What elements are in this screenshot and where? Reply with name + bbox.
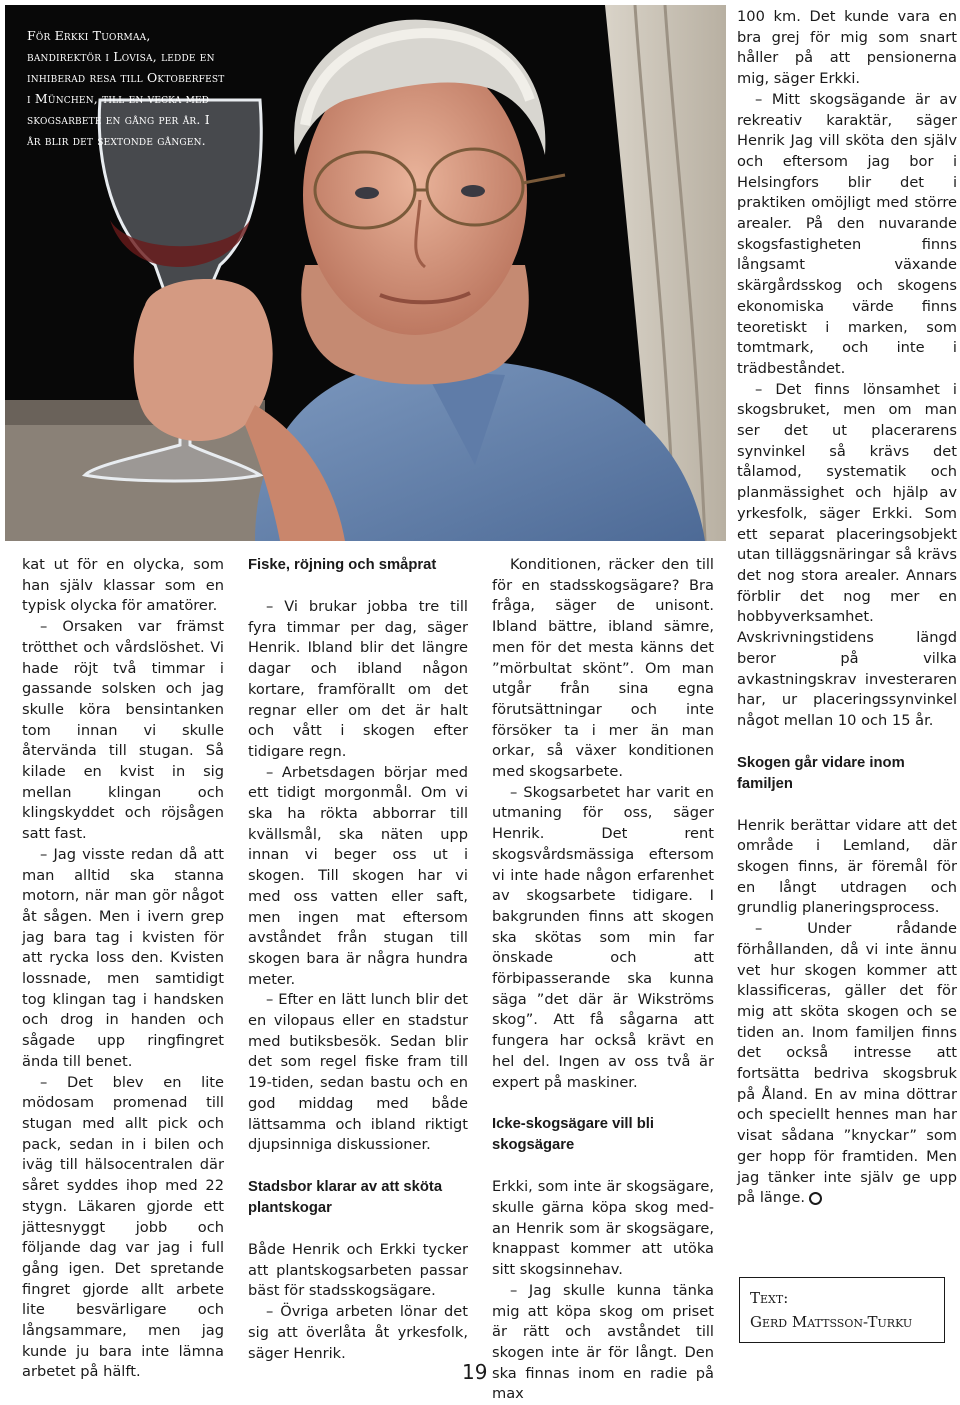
paragraph: Henrik berättar vidare att det område i Lemland, där skogen finns, är föremål för en långt utdragen och grundlig planeringsprocess. xyxy=(737,816,957,917)
paragraph: – Efter en lätt lunch blir det en vilopaus eller en stadstur med butiksbesök. Sedan blir det som regel fiske fram till 19-tiden, sedan bastu och en god middag med både lättsamma och ibland riktigt djupsinniga diskussioner. xyxy=(248,991,468,1154)
paragraph: – Det finns lönsamhet i skogsbruket, men om man ser det ut placerarens synvinkel så krävs det tålamod, systematik och planmässighet och hjälp av yrkesfolk, säger Erkki. Som ett separat placeringsobjekt utan tilläggsnäringar så krävs det nog stora arealer. Annars förblir det nog mer en hobbyverksamhet. Avskrivningstidens längd beror på vilka avkastningskrav investeraren har, ur placeringssynvinkel något mellan 10 och 15 år. xyxy=(737,380,957,729)
column-2 xyxy=(248,555,468,1364)
credit-label: Text: xyxy=(750,1289,789,1307)
paragraph xyxy=(737,919,957,1209)
paragraph: – Arbetsdagen börjar med ett tidigt morgonmål. Om vi ska ha rökta abborrar till kvällsmål, ska näten upp innan vi beger oss ut i skogen. Till skogen har vi med oss vatten eller saft, men ingen mat eftersom avståndet från stugan till skogen bara är några hundra meter. xyxy=(248,763,468,988)
section-heading: Skogen går vidare inom familjen xyxy=(737,754,905,792)
paragraph: Konditionen, räcker den till för en stadsskogsägare? Bra fråga, säger de unisont. Ibland bättre, ibland sämre, men för det mesta känns det ”mörbultat skönt”. Om man utgår från sina egna förutsättningar och inte försöker ta i mer än man orkar, så växer konditionen med skogsarbete. xyxy=(492,556,714,781)
paragraph: – Det blev en lite mödosam promenad till stugan med allt pick och pack, sedan in i bilen och iväg till hälsocentralen där såret syddes ihop med 22 stygn. Läkaren gjorde ett jättesnyggt jobb och följande dag var jag i full gång igen. Det spretande fingret gjorde allt arbete lite besvärligare och långsammare, men jag kunde ju bara inte lämna arbetet på hälft. xyxy=(22,1073,224,1381)
section-heading: Fiske, röjning och småprat xyxy=(248,557,437,573)
paragraph: kat ut för en olycka, som han själv klassar som en typisk olycka för amatörer. xyxy=(22,556,224,615)
paragraph: – Mitt skogsägande är av rekreativ karaktär, säger Henrik Jag vill sköta den själv och eftersom jag bor i Helsingfors blir det i praktiken omöjligt med större arealer. På den nuvarande skogsfastigheten finns långsamt växande skärgårdsskog och skogens ekonomiska värde finns teoretiskt i marken, som tomtmark, och inte i trädbeståndet. xyxy=(737,90,957,377)
paragraph: – Jag visste redan då att man alltid ska stanna motorn, när man gör något åt sågen. Men i ivern grep jag bara tag i kvisten för att rycka loss den. Kvisten lossnade, men samtidigt tog klingan tag i handsken och drog in handen och sågade upp ringfingret ända till benet. xyxy=(22,845,224,1070)
photo-caption: För Erkki Tuormaa, bandirektör i Lovisa, ledde en inhiberad resa till Oktoberfest i München, till en vecka med skogsarbete en gång per år. I år blir det sextonde gången. xyxy=(27,28,225,148)
column-4 xyxy=(737,7,957,1209)
paragraph: 100 km. Det kunde vara en bra grej för mig som snart håller på att pensionerna mig, säger Erkki. xyxy=(737,8,957,88)
paragraph: – Övriga arbeten lönar det sig att överlåta åt yrkesfolk, säger Henrik. xyxy=(248,1303,468,1362)
paragraph: – Vi brukar jobba tre till fyra timmar per dag, säger Henrik. Ibland blir det längre dagar och ibland någon kortare, framförallt om det regnar eller om det är halt och vått i skogen efter tidigare regn. xyxy=(248,598,468,760)
paragraph: – Orsaken var främst trötthet och vårdslöshet. Vi hade röjt två timmar i gassande solsken och jag skulle köra bensintanken tom innan vi skulle återvända till stugan. Så kilade en kvist in sig mellan klingan och klingskyddet och röjsågen satt fast. xyxy=(22,618,224,843)
section-heading: Stadsbor klarar av att sköta plantskogar xyxy=(248,1178,443,1216)
section-heading: Icke-skogsägare vill bli skogsägare xyxy=(492,1116,655,1154)
end-of-article-icon xyxy=(809,1192,822,1205)
column-3 xyxy=(492,555,714,1405)
paragraph: – Jag skulle kunna tänka mig att köpa skog om priset är rätt och avståndet till skogen inte är för långt. Den ska finnas inom en radie på max xyxy=(492,1281,714,1403)
page-number: 19 xyxy=(462,1360,488,1384)
paragraph: Erkki, som inte är skogsägare, skulle gärna köpa skog med-an Henrik som är skogsägare, knappast kommer att utöka sitt skogsinnehav. xyxy=(492,1178,714,1279)
portrait-photo xyxy=(5,5,726,541)
paragraph-text: – Under rådande förhållanden, då vi inte ännu vet hur skogen kommer att klassificeras, gäller det för mig att sköta skogen och se tiden an. Inom familjen finns det också intresse att fortsätta bedriva skogsbruk på Åland. En av mina döttrar och speciellt hennes man har visat sådana ”knyckar” som ger hopp för framtiden. Men jag tänker inte själv ge upp på länge. xyxy=(737,920,957,1207)
column-1 xyxy=(22,555,224,1383)
paragraph: Både Henrik och Erkki tycker att plantskogsarbeten passar bäst för stadsskogsägare. xyxy=(248,1240,468,1300)
paragraph: – Skogsarbetet har varit en utmaning för oss, säger Henrik. Det rent skogsvårdsmässiga eftersom vi inte hade någon erfarenhet av skogsarbete tidigare. I bakgrunden finns att skogen ska skötas som min far önskade och att förbipasserande ska kunna säga ”det där är Wikströms skog”. Att få sågarna att fungera har också krävt en hel del. Ingen av oss två är expert på maskiner. xyxy=(492,783,714,1091)
author-credit-box xyxy=(739,1277,945,1343)
credit-author: Gerd Mattsson-Turku xyxy=(750,1313,913,1331)
